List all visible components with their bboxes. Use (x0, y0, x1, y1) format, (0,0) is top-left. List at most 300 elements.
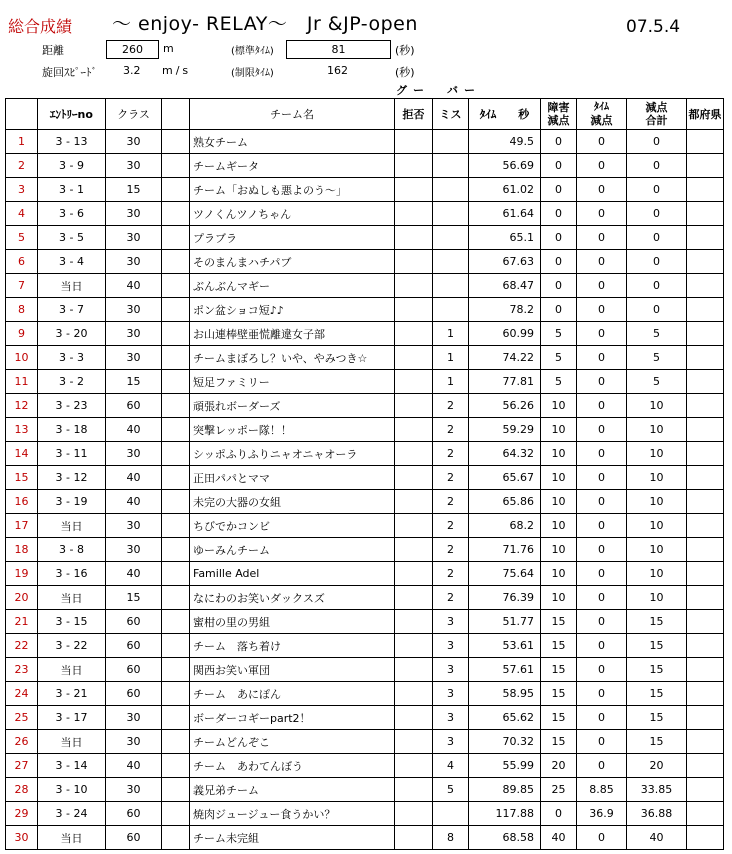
miss-cell: 2 (433, 466, 469, 490)
col-timepen-2: 減点 (590, 114, 613, 127)
team-cell: 正田パパとママ (190, 466, 395, 490)
class-cell: 30 (106, 730, 162, 754)
class-cell: 30 (106, 226, 162, 250)
time-cell: 75.64 (469, 562, 541, 586)
timepen-cell: 0 (577, 346, 627, 370)
pref-cell (687, 346, 724, 370)
class-cell: 30 (106, 154, 162, 178)
time-cell: 77.81 (469, 370, 541, 394)
entry-cell: 3 - 19 (38, 490, 106, 514)
refusal-cell (395, 370, 433, 394)
blank-cell (162, 730, 190, 754)
team-cell: ポン盆ショコ短♪♪ (190, 298, 395, 322)
miss-cell: 1 (433, 346, 469, 370)
obstacle-cell: 5 (541, 322, 577, 346)
total-cell: 5 (627, 322, 687, 346)
blank-cell (162, 226, 190, 250)
class-cell: 30 (106, 130, 162, 154)
team-cell: そのまんまハチパブ (190, 250, 395, 274)
blank-cell (162, 178, 190, 202)
results-table (5, 98, 724, 850)
team-cell: 突撃レッポー隊！！ (190, 418, 395, 442)
col-class: クラス (106, 99, 162, 130)
refusal-cell (395, 298, 433, 322)
team-cell: シッポふりふりニャオニャオーラ (190, 442, 395, 466)
total-cell: 0 (627, 250, 687, 274)
col-obstacle (541, 99, 577, 130)
table-row (6, 274, 724, 298)
blank-cell (162, 490, 190, 514)
timepen-cell: 0 (577, 634, 627, 658)
table-row (6, 250, 724, 274)
refusal-cell (395, 514, 433, 538)
obstacle-cell: 5 (541, 370, 577, 394)
miss-cell: 3 (433, 610, 469, 634)
blank-cell (162, 658, 190, 682)
class-cell: 40 (106, 490, 162, 514)
timepen-cell: 0 (577, 418, 627, 442)
class-cell: 60 (106, 634, 162, 658)
pref-cell (687, 514, 724, 538)
entry-cell: 当日 (38, 274, 106, 298)
time-cell: 68.47 (469, 274, 541, 298)
entry-cell: 3 - 14 (38, 754, 106, 778)
team-cell: 蜜柑の里の男組 (190, 610, 395, 634)
obstacle-cell: 15 (541, 634, 577, 658)
col-refusal: 拒否 (395, 99, 433, 130)
blank-cell (162, 586, 190, 610)
refusal-cell (395, 754, 433, 778)
table-row (6, 298, 724, 322)
blank-cell (162, 298, 190, 322)
rank-cell: 26 (6, 730, 38, 754)
time-cell: 57.61 (469, 658, 541, 682)
timepen-cell: 0 (577, 298, 627, 322)
blank-cell (162, 778, 190, 802)
refusal-cell (395, 490, 433, 514)
entry-cell: 3 - 11 (38, 442, 106, 466)
pref-cell (687, 802, 724, 826)
col-miss: ミス (433, 99, 469, 130)
refusal-cell (395, 250, 433, 274)
standard-unit: (秒) (395, 44, 415, 57)
obstacle-cell: 40 (541, 826, 577, 850)
refusal-cell (395, 682, 433, 706)
team-cell: チームまぼろし？いや、やみつき☆ (190, 346, 395, 370)
date: 07.5.4 (626, 17, 681, 37)
team-cell: ちびでかコンビ (190, 514, 395, 538)
time-cell: 76.39 (469, 586, 541, 610)
blank-cell (162, 202, 190, 226)
obstacle-cell: 0 (541, 130, 577, 154)
rank-cell: 27 (6, 754, 38, 778)
refusal-cell (395, 322, 433, 346)
obstacle-cell: 10 (541, 442, 577, 466)
rank-cell: 29 (6, 802, 38, 826)
blank-cell (162, 802, 190, 826)
table-row (6, 514, 724, 538)
total-cell: 10 (627, 490, 687, 514)
team-cell: お山連棒壁亜慌離違女子部 (190, 322, 395, 346)
table-row (6, 466, 724, 490)
rank-cell: 20 (6, 586, 38, 610)
total-cell: 10 (627, 538, 687, 562)
rank-cell: 9 (6, 322, 38, 346)
team-cell: プラブラ (190, 226, 395, 250)
refusal-cell (395, 154, 433, 178)
pref-cell (687, 730, 724, 754)
entry-cell: 3 - 8 (38, 538, 106, 562)
obstacle-cell: 15 (541, 682, 577, 706)
time-cell: 59.29 (469, 418, 541, 442)
obstacle-cell: 10 (541, 562, 577, 586)
timepen-cell: 0 (577, 274, 627, 298)
rank-cell: 30 (6, 826, 38, 850)
pref-cell (687, 202, 724, 226)
entry-cell: 3 - 18 (38, 418, 106, 442)
refusal-cell (395, 226, 433, 250)
entry-cell: 当日 (38, 658, 106, 682)
class-cell: 15 (106, 178, 162, 202)
pref-cell (687, 418, 724, 442)
group-label: グー バー (396, 84, 481, 97)
table-row (6, 202, 724, 226)
class-cell: 30 (106, 706, 162, 730)
obstacle-cell: 10 (541, 394, 577, 418)
blank-cell (162, 826, 190, 850)
time-cell: 65.67 (469, 466, 541, 490)
col-pref: 都府県 (687, 99, 724, 130)
class-cell: 30 (106, 442, 162, 466)
timepen-cell: 0 (577, 706, 627, 730)
table-row (6, 418, 724, 442)
obstacle-cell: 25 (541, 778, 577, 802)
total-cell: 5 (627, 370, 687, 394)
miss-cell: 3 (433, 634, 469, 658)
table-row (6, 658, 724, 682)
miss-cell (433, 250, 469, 274)
total-cell: 10 (627, 394, 687, 418)
class-cell: 30 (106, 250, 162, 274)
pref-cell (687, 634, 724, 658)
obstacle-cell: 0 (541, 202, 577, 226)
rank-cell: 23 (6, 658, 38, 682)
team-cell: チームギータ (190, 154, 395, 178)
col-timepen (577, 99, 627, 130)
team-cell: 義兄弟チーム (190, 778, 395, 802)
class-cell: 30 (106, 202, 162, 226)
blank-cell (162, 538, 190, 562)
team-cell: 熟女チーム (190, 130, 395, 154)
refusal-cell (395, 346, 433, 370)
entry-cell: 3 - 12 (38, 466, 106, 490)
class-cell: 60 (106, 682, 162, 706)
timepen-cell: 36.9 (577, 802, 627, 826)
blank-cell (162, 322, 190, 346)
timepen-cell: 0 (577, 202, 627, 226)
total-cell: 0 (627, 202, 687, 226)
time-cell: 53.61 (469, 634, 541, 658)
class-cell: 40 (106, 562, 162, 586)
col-obstacle-2: 減点 (547, 114, 570, 127)
time-cell: 78.2 (469, 298, 541, 322)
total-cell: 36.88 (627, 802, 687, 826)
time-cell: 67.63 (469, 250, 541, 274)
entry-cell: 3 - 24 (38, 802, 106, 826)
class-cell: 30 (106, 346, 162, 370)
miss-cell (433, 154, 469, 178)
blank-cell (162, 634, 190, 658)
total-cell: 15 (627, 634, 687, 658)
timepen-cell: 0 (577, 682, 627, 706)
speed-value: 3.2 (123, 64, 141, 77)
obstacle-cell: 0 (541, 226, 577, 250)
team-cell: Famille Adel (190, 562, 395, 586)
obstacle-cell: 10 (541, 538, 577, 562)
pref-cell (687, 778, 724, 802)
timepen-cell: 0 (577, 490, 627, 514)
table-row (6, 226, 724, 250)
time-cell: 64.32 (469, 442, 541, 466)
table-row (6, 538, 724, 562)
table-row (6, 562, 724, 586)
time-cell: 65.62 (469, 706, 541, 730)
rank-cell: 5 (6, 226, 38, 250)
class-cell: 15 (106, 370, 162, 394)
rank-cell: 17 (6, 514, 38, 538)
time-cell: 68.58 (469, 826, 541, 850)
time-cell: 60.99 (469, 322, 541, 346)
obstacle-cell: 10 (541, 586, 577, 610)
entry-cell: 3 - 9 (38, 154, 106, 178)
timepen-cell: 0 (577, 610, 627, 634)
rank-cell: 7 (6, 274, 38, 298)
rank-cell: 18 (6, 538, 38, 562)
miss-cell: 2 (433, 514, 469, 538)
total-cell: 10 (627, 514, 687, 538)
pref-cell (687, 250, 724, 274)
entry-cell: 3 - 17 (38, 706, 106, 730)
blank-cell (162, 442, 190, 466)
blank-cell (162, 274, 190, 298)
blank-cell (162, 754, 190, 778)
entry-cell: 3 - 1 (38, 178, 106, 202)
col-entry: ｴﾝﾄﾘｰno (38, 99, 106, 130)
class-cell: 40 (106, 466, 162, 490)
miss-cell: 3 (433, 730, 469, 754)
obstacle-cell: 15 (541, 610, 577, 634)
limit-unit: (秒) (395, 66, 415, 79)
time-cell: 65.1 (469, 226, 541, 250)
obstacle-cell: 0 (541, 802, 577, 826)
table-row (6, 394, 724, 418)
time-cell: 74.22 (469, 346, 541, 370)
miss-cell: 5 (433, 778, 469, 802)
miss-cell: 2 (433, 538, 469, 562)
rank-cell: 25 (6, 706, 38, 730)
blank-cell (162, 250, 190, 274)
refusal-cell (395, 538, 433, 562)
rank-cell: 16 (6, 490, 38, 514)
total-cell: 10 (627, 466, 687, 490)
pref-cell (687, 754, 724, 778)
time-cell: 61.02 (469, 178, 541, 202)
standard-label: (標準ﾀｲﾑ) (231, 46, 274, 57)
class-cell: 60 (106, 802, 162, 826)
entry-cell: 3 - 13 (38, 130, 106, 154)
pref-cell (687, 442, 724, 466)
refusal-cell (395, 274, 433, 298)
refusal-cell (395, 730, 433, 754)
miss-cell: 1 (433, 370, 469, 394)
refusal-cell (395, 610, 433, 634)
timepen-cell: 0 (577, 586, 627, 610)
time-cell: 61.64 (469, 202, 541, 226)
total-cell: 15 (627, 610, 687, 634)
rank-cell: 4 (6, 202, 38, 226)
blank-cell (162, 154, 190, 178)
obstacle-cell: 0 (541, 274, 577, 298)
total-cell: 10 (627, 418, 687, 442)
team-cell: ゆーみんチーム (190, 538, 395, 562)
class-cell: 30 (106, 538, 162, 562)
pref-cell (687, 610, 724, 634)
miss-cell: 8 (433, 826, 469, 850)
rank-cell: 11 (6, 370, 38, 394)
total-cell: 40 (627, 826, 687, 850)
table-row (6, 178, 724, 202)
refusal-cell (395, 778, 433, 802)
total-cell: 15 (627, 682, 687, 706)
entry-cell: 3 - 21 (38, 682, 106, 706)
table-row (6, 586, 724, 610)
rank-cell: 15 (6, 466, 38, 490)
rank-cell: 2 (6, 154, 38, 178)
rank-cell: 3 (6, 178, 38, 202)
miss-cell: 2 (433, 418, 469, 442)
entry-cell: 3 - 5 (38, 226, 106, 250)
obstacle-cell: 10 (541, 418, 577, 442)
total-cell: 0 (627, 130, 687, 154)
rank-cell: 8 (6, 298, 38, 322)
rank-cell: 12 (6, 394, 38, 418)
blank-cell (162, 610, 190, 634)
speed-unit: m/s (162, 64, 192, 77)
total-cell: 5 (627, 346, 687, 370)
time-cell: 89.85 (469, 778, 541, 802)
refusal-cell (395, 442, 433, 466)
pref-cell (687, 682, 724, 706)
miss-cell (433, 298, 469, 322)
limit-label: (制限ﾀｲﾑ) (231, 68, 274, 79)
total-cell: 10 (627, 562, 687, 586)
entry-cell: 3 - 10 (38, 778, 106, 802)
timepen-cell: 0 (577, 826, 627, 850)
obstacle-cell: 5 (541, 346, 577, 370)
pref-cell (687, 154, 724, 178)
total-cell: 15 (627, 706, 687, 730)
speed-label: 旋回ｽﾋﾟｰﾄﾞ (42, 66, 97, 79)
team-cell: チーム あわてんぼう (190, 754, 395, 778)
entry-cell: 3 - 20 (38, 322, 106, 346)
team-cell: 焼肉ジュージュー食うかい？ (190, 802, 395, 826)
table-row (6, 826, 724, 850)
refusal-cell (395, 802, 433, 826)
class-cell: 30 (106, 298, 162, 322)
distance-unit: m (163, 42, 174, 55)
table-row (6, 754, 724, 778)
refusal-cell (395, 562, 433, 586)
total-cell: 20 (627, 754, 687, 778)
class-cell: 30 (106, 514, 162, 538)
time-cell: 51.77 (469, 610, 541, 634)
rank-cell: 10 (6, 346, 38, 370)
table-row (6, 634, 724, 658)
time-cell: 71.76 (469, 538, 541, 562)
miss-cell (433, 130, 469, 154)
page-title: ～ enjoy- RELAY～ Jr &JP-open (112, 13, 418, 35)
blank-cell (162, 466, 190, 490)
miss-cell: 3 (433, 682, 469, 706)
rank-cell: 28 (6, 778, 38, 802)
entry-cell: 当日 (38, 730, 106, 754)
miss-cell: 2 (433, 490, 469, 514)
table-row (6, 490, 724, 514)
timepen-cell: 0 (577, 154, 627, 178)
time-cell: 65.86 (469, 490, 541, 514)
blank-cell (162, 562, 190, 586)
total-cell: 10 (627, 442, 687, 466)
refusal-cell (395, 634, 433, 658)
time-cell: 55.99 (469, 754, 541, 778)
col-total-1: 減点 (645, 101, 668, 114)
blank-cell (162, 394, 190, 418)
entry-cell: 当日 (38, 514, 106, 538)
blank-cell (162, 370, 190, 394)
pref-cell (687, 322, 724, 346)
obstacle-cell: 20 (541, 754, 577, 778)
pref-cell (687, 226, 724, 250)
refusal-cell (395, 826, 433, 850)
pref-cell (687, 826, 724, 850)
class-cell: 40 (106, 754, 162, 778)
team-cell: 頑張れボーダーズ (190, 394, 395, 418)
team-cell: チーム「おぬしも悪よのう～」 (190, 178, 395, 202)
team-cell: 未完の大器の女組 (190, 490, 395, 514)
col-blank (162, 99, 190, 130)
team-cell: チーム あにぽん (190, 682, 395, 706)
pref-cell (687, 370, 724, 394)
obstacle-cell: 15 (541, 706, 577, 730)
time-cell: 56.69 (469, 154, 541, 178)
refusal-cell (395, 706, 433, 730)
entry-cell: 3 - 2 (38, 370, 106, 394)
rank-cell: 22 (6, 634, 38, 658)
miss-cell: 3 (433, 658, 469, 682)
blank-cell (162, 514, 190, 538)
timepen-cell: 0 (577, 370, 627, 394)
pref-cell (687, 562, 724, 586)
timepen-cell: 8.85 (577, 778, 627, 802)
pref-cell (687, 706, 724, 730)
blank-cell (162, 706, 190, 730)
miss-cell (433, 226, 469, 250)
total-cell: 0 (627, 226, 687, 250)
rank-cell: 14 (6, 442, 38, 466)
table-row (6, 154, 724, 178)
team-cell: 短足ファミリー (190, 370, 395, 394)
class-cell: 40 (106, 274, 162, 298)
